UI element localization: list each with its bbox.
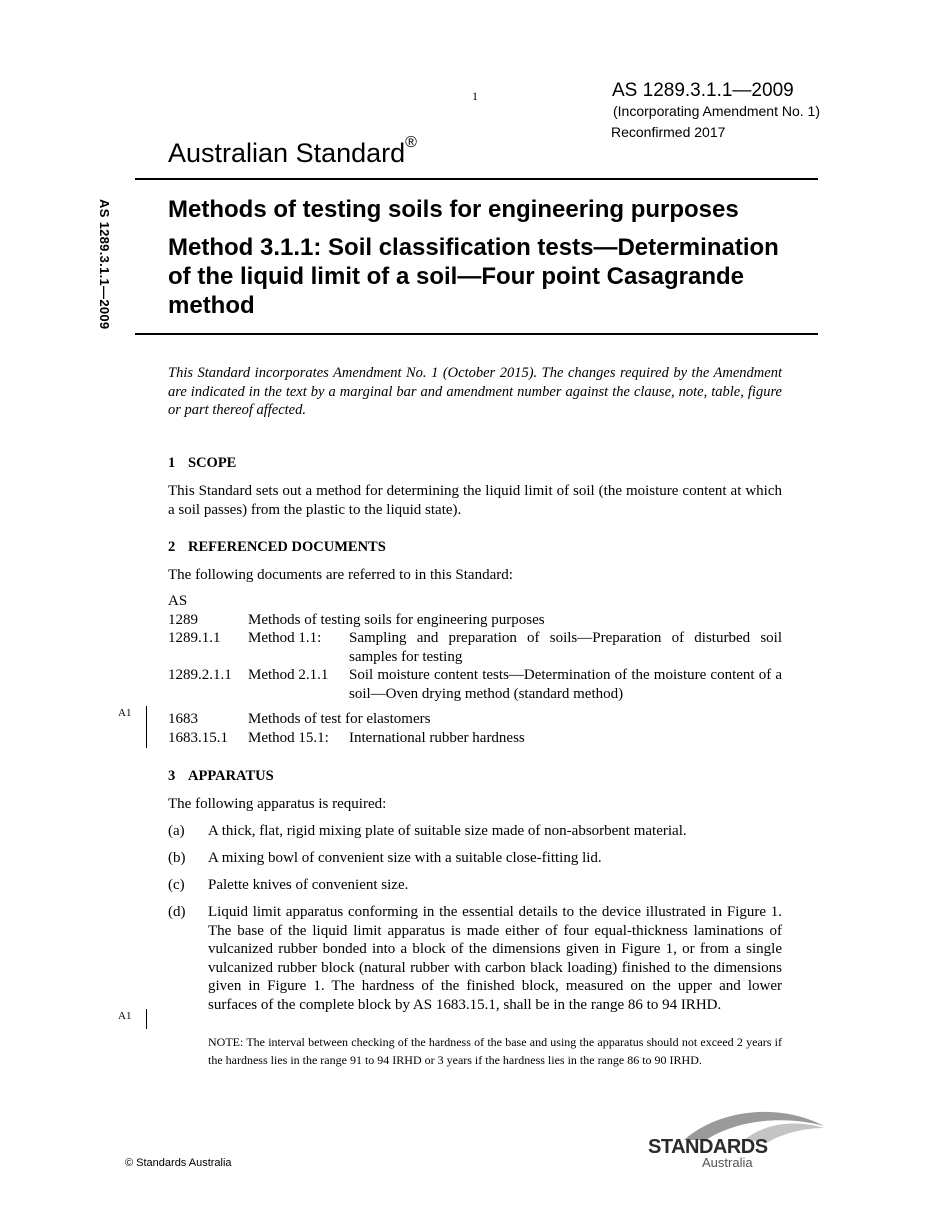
- amendment-bar: [146, 706, 147, 748]
- scope-text: This Standard sets out a method for determining the liquid limit of soil (the moisture content at which a soil passes) from the plastic to the liquid state).: [168, 483, 782, 518]
- apparatus-title: APPARATUS: [188, 768, 274, 784]
- apparatus-item: [168, 849, 782, 868]
- amendment-mark: A1: [118, 707, 132, 719]
- apparatus-heading: [168, 768, 274, 785]
- item-text: Palette knives of convenient size.: [208, 877, 409, 893]
- copyright: © Standards Australia: [125, 1157, 232, 1169]
- item-text: Liquid limit apparatus conforming in the essential details to the device illustrated in Figure 1. The base of the liquid limit apparatus is made either of four equal-thickness laminations of vulcanized rubber bonded into a block of the dimensions given in Figure 1, or from a single vulcanized rubber block (natural rubber with carbon black loading) finished to the dimensions given in Figure 1. The hardness of the finished block, measured on the upper and lower surfaces of the complete block by AS 1683.15.1, shall be in the range 86 to 94 IRHD.: [208, 904, 782, 1013]
- amendment-bar: [146, 1009, 147, 1029]
- apparatus-intro: The following apparatus is required:: [168, 796, 387, 812]
- reference-title: Soil moisture content tests—Determination of the moisture content of a soil—Oven drying method (standard method): [349, 667, 782, 702]
- logo-wordmark: STANDARDS: [648, 1136, 768, 1158]
- title-rule-top: [135, 178, 818, 180]
- scope-number: 1: [168, 455, 176, 471]
- reference-row: [168, 611, 782, 630]
- references-title: REFERENCED DOCUMENTS: [188, 539, 386, 555]
- item-label: (d): [168, 904, 186, 920]
- item-text: A thick, flat, rigid mixing plate of suitable size made of non-absorbent material.: [208, 823, 687, 839]
- standards-australia-logo: [648, 1106, 826, 1170]
- amendment-mark: A1: [118, 1010, 132, 1022]
- references-intro: The following documents are referred to in this Standard:: [168, 567, 513, 583]
- reference-code: 1289: [168, 611, 198, 628]
- amendment-note: This Standard incorporates Amendment No. 1 (October 2015). The changes required by the Amendment are indicated in the text by a marginal bar and amendment number against the clause, note, table, figure or part thereof affected.: [168, 365, 782, 418]
- reconfirmed-date: Reconfirmed 2017: [611, 124, 726, 140]
- item-label: (a): [168, 823, 185, 839]
- incorporating-amendment: (Incorporating Amendment No. 1): [613, 103, 820, 119]
- scope-heading: [168, 455, 236, 472]
- series-title: Methods of testing soils for engineering purposes: [168, 196, 739, 223]
- item-label: (c): [168, 877, 185, 893]
- apparatus-item: [168, 876, 782, 895]
- title-rule-bottom: [135, 333, 818, 335]
- reference-row: [168, 629, 782, 666]
- reference-row: [168, 729, 782, 748]
- spine-label: AS 1289.3.1.1—2009: [97, 199, 112, 330]
- reference-row: [168, 710, 782, 729]
- reference-title: Methods of test for elastomers: [248, 711, 431, 727]
- brand-text: Australian Standard: [168, 138, 406, 168]
- scope-title: SCOPE: [188, 455, 237, 471]
- standard-code: AS 1289.3.1.1—2009: [612, 80, 794, 101]
- reference-code: 1683.15.1: [168, 729, 228, 746]
- logo-subtext: Australia: [702, 1155, 753, 1170]
- reference-title: Sampling and preparation of soils—Preparation of disturbed soil samples for testing: [349, 630, 782, 665]
- apparatus-item: [168, 903, 782, 1014]
- reference-method: Method 15.1:: [248, 729, 329, 746]
- item-label: (b): [168, 850, 186, 866]
- apparatus-note: NOTE: The interval between checking of the hardness of the base and using the apparatus should not exceed 2 years if the hardness lies in the range 91 to 94 IRHD or 3 years if the hardness lies in the range 86 to 90 IRHD.: [208, 1035, 782, 1067]
- brand-title: [168, 134, 417, 169]
- references-list: [168, 592, 782, 747]
- reference-method: Method 2.1.1: [248, 667, 329, 683]
- item-text: A mixing bowl of convenient size with a suitable close-fitting lid.: [208, 850, 602, 866]
- references-group-label: AS: [168, 593, 188, 609]
- references-number: 2: [168, 539, 176, 555]
- page-number: 1: [472, 89, 478, 103]
- method-title: Method 3.1.1: Soil classification tests—Determination of the liquid limit of a soil—Four point Casagrande method: [168, 234, 779, 319]
- references-heading: [168, 539, 386, 556]
- reference-row: [168, 666, 782, 703]
- reference-code: 1289.1.1: [168, 630, 221, 646]
- apparatus-number: 3: [168, 768, 176, 784]
- apparatus-item: [168, 822, 782, 841]
- reference-code: 1289.2.1.1: [168, 667, 232, 683]
- reference-title: Methods of testing soils for engineering purposes: [248, 611, 545, 628]
- reference-title: International rubber hardness: [349, 729, 525, 746]
- registered-mark: ®: [405, 134, 417, 151]
- reference-method: Method 1.1:: [248, 630, 322, 646]
- reference-code: 1683: [168, 711, 198, 727]
